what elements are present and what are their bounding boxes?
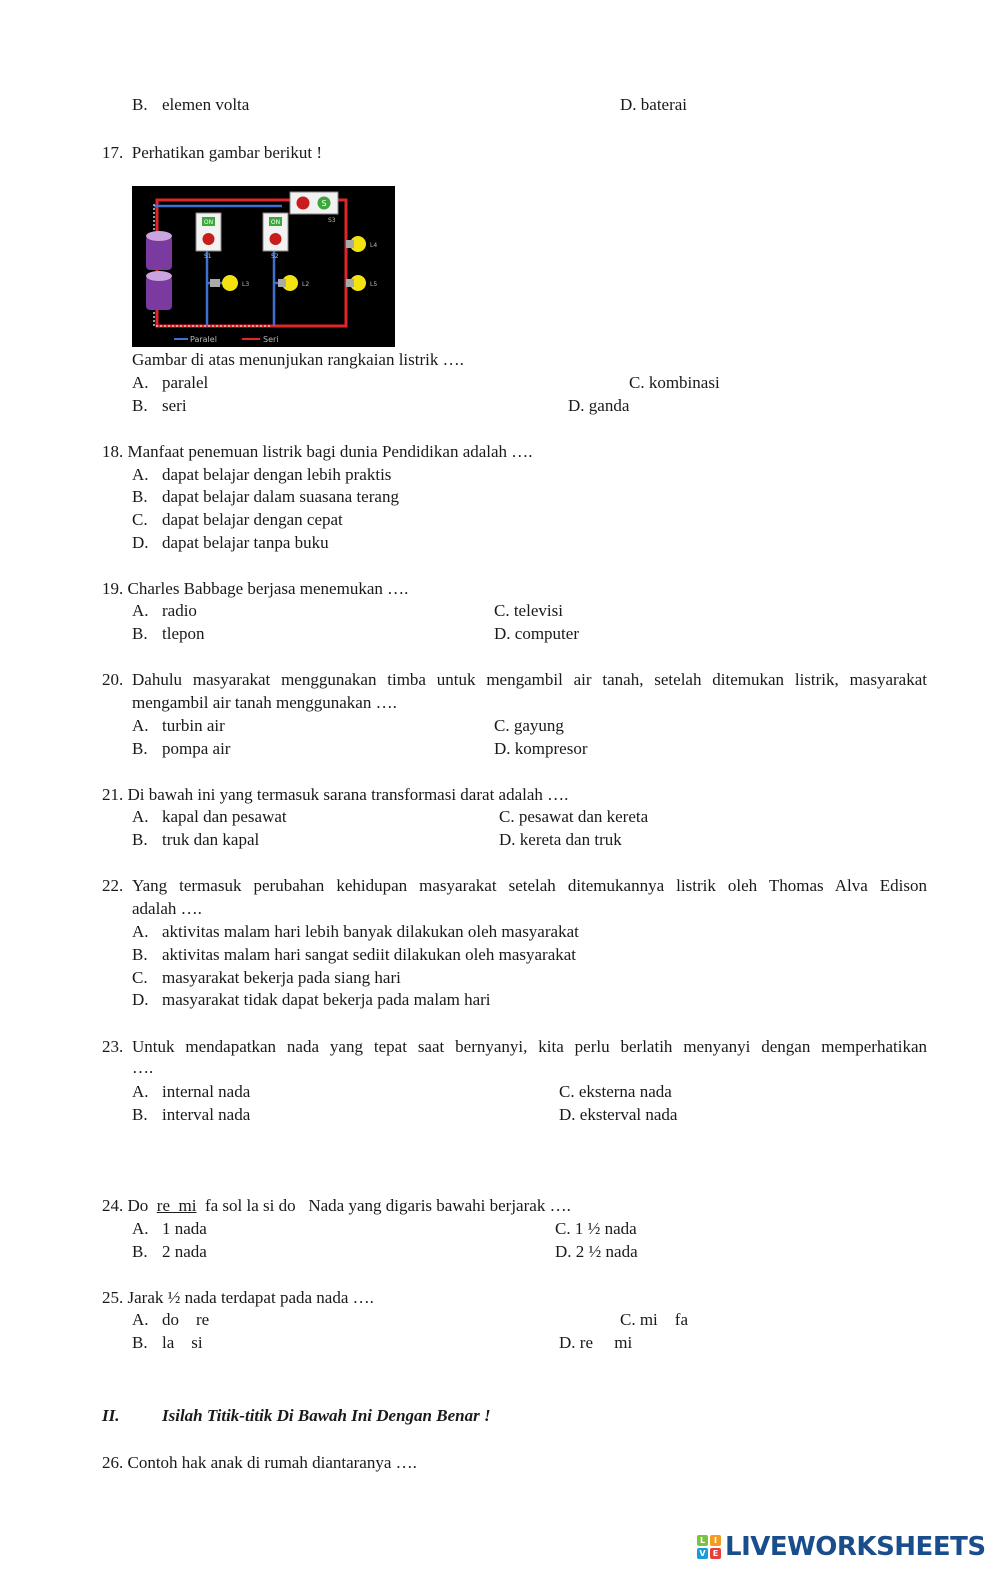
q19-option-b: B. tlepon: [132, 624, 205, 643]
q22-line2: adalah ….: [132, 899, 202, 918]
switch-s2-icon: [263, 213, 288, 260]
q24-option-c: C. 1 ½ nada: [555, 1219, 637, 1238]
q24-question: 24. Do re mi fa sol la si do Nada yang digaris bawahi berjarak ….: [102, 1196, 571, 1215]
legend-series: Seri: [263, 335, 279, 344]
liveworksheets-logo: [697, 1532, 986, 1562]
q20-number: 20.: [102, 670, 124, 689]
switch-s1-label: ON: [203, 219, 214, 226]
q18-option-d: D. dapat belajar tanpa buku: [132, 533, 329, 552]
battery-icon: [146, 231, 172, 310]
switch-s1-icon: [196, 213, 221, 260]
q22-line1: Yang termasuk perubahan kehidupan masyarakat setelah ditemukannya listrik oleh Thomas Alva Edison: [132, 876, 927, 895]
q19-option-d: D. computer: [494, 624, 579, 643]
q24-option-a: A. 1 nada: [132, 1219, 207, 1238]
q17-caption: Gambar di atas menunjukan rangkaian listrik ….: [132, 350, 464, 369]
q20-line2: mengambil air tanah menggunakan ….: [132, 693, 397, 712]
q19-option-a: A. radio: [132, 601, 197, 620]
q17-option-b: B. seri: [132, 396, 187, 415]
q21-option-a: A. kapal dan pesawat: [132, 807, 287, 826]
switch-s3-icon: [290, 192, 338, 224]
q24-option-b: B. 2 nada: [132, 1242, 207, 1261]
q17-option-c: C. kombinasi: [629, 373, 720, 392]
q22-option-c: C. masyarakat bekerja pada siang hari: [132, 968, 401, 987]
q16-option-b: B. elemen volta: [132, 95, 250, 114]
q24-underlined-mi: mi: [178, 1196, 197, 1215]
q23-option-d: D. eksterval nada: [559, 1105, 678, 1124]
q25-option-a: A. do re: [132, 1310, 210, 1329]
q21-option-d: D. kereta dan truk: [499, 830, 622, 849]
q20-option-c: C. gayung: [494, 716, 564, 735]
q21-option-c: C. pesawat dan kereta: [499, 807, 649, 826]
q17-number: 17. Perhatikan gambar berikut !: [102, 143, 322, 162]
q23-option-b: B. interval nada: [132, 1105, 251, 1124]
lamp-label: L2: [302, 281, 310, 288]
q25-question: 25. Jarak ½ nada terdapat pada nada ….: [102, 1288, 374, 1307]
q24-option-d: D. 2 ½ nada: [555, 1242, 638, 1261]
q17-text: Perhatikan gambar berikut !: [131, 143, 322, 162]
circuit-diagram-image: [132, 186, 395, 347]
liveworksheets-mark-icon: L I V E: [697, 1535, 721, 1559]
section-2-number: II.: [102, 1406, 120, 1425]
switch-s1-name: S1: [204, 253, 212, 260]
q23-line2: ….: [132, 1058, 154, 1077]
q25-option-d: D. re mi: [559, 1333, 633, 1352]
q18-option-b: B. dapat belajar dalam suasana terang: [132, 487, 399, 506]
q19-option-c: C. televisi: [494, 601, 563, 620]
q18-option-a: A. dapat belajar dengan lebih praktis: [132, 465, 392, 484]
q22-option-d: D. masyarakat tidak dapat bekerja pada malam hari: [132, 990, 491, 1009]
q18-option-c: C. dapat belajar dengan cepat: [132, 510, 343, 529]
q23-line1: Untuk mendapatkan nada yang tepat saat bernyanyi, kita perlu berlatih menyanyi dengan memperhatikan: [132, 1037, 927, 1056]
lamp-label: L5: [370, 281, 378, 288]
q17-option-a: A. paralel: [132, 373, 209, 392]
q22-option-a: A. aktivitas malam hari lebih banyak dilakukan oleh masyarakat: [132, 922, 579, 941]
lamp-label: L4: [370, 242, 378, 249]
circuit-diagram-svg: [132, 186, 395, 347]
q23-option-a: A. internal nada: [132, 1082, 251, 1101]
q21-question: 21. Di bawah ini yang termasuk sarana transformasi darat adalah ….: [102, 785, 569, 804]
liveworksheets-wordmark: LIVEWORKSHEETS: [725, 1532, 986, 1562]
q24-underlined-re: re: [156, 1196, 170, 1215]
series-wire: [157, 200, 346, 326]
q22-option-b: B. aktivitas malam hari sangat sediit dilakukan oleh masyarakat: [132, 945, 577, 964]
q25-option-c: C. mi fa: [620, 1310, 688, 1329]
lamp-label: L3: [242, 281, 250, 288]
q20-option-d: D. kompresor: [494, 739, 588, 758]
section-2-title: Isilah Titik-titik Di Bawah Ini Dengan Benar !: [162, 1406, 491, 1425]
q25-option-b: B. la si: [132, 1333, 203, 1352]
q17-option-d: D. ganda: [568, 396, 630, 415]
switch-s3-name: S3: [328, 217, 336, 224]
q20-option-b: B. pompa air: [132, 739, 231, 758]
q23-number: 23.: [102, 1037, 124, 1056]
q26-question: 26. Contoh hak anak di rumah diantaranya ….: [102, 1453, 417, 1472]
switch-s2-name: S2: [271, 253, 279, 260]
switch-s3-label: S: [321, 199, 327, 208]
q20-option-a: A. turbin air: [132, 716, 225, 735]
q22-number: 22.: [102, 876, 124, 895]
switch-s2-label: ON: [270, 219, 281, 226]
q21-option-b: B. truk dan kapal: [132, 830, 260, 849]
legend-parallel: Paralel: [190, 335, 217, 344]
q19-question: 19. Charles Babbage berjasa menemukan ….: [102, 579, 409, 598]
q20-line1: Dahulu masyarakat menggunakan timba untuk mengambil air tanah, setelah ditemukan listrik, masyarakat: [132, 670, 927, 689]
q16-option-d: D. baterai: [620, 95, 688, 114]
q18-question: 18. Manfaat penemuan listrik bagi dunia Pendidikan adalah ….: [102, 442, 533, 461]
q23-option-c: C. eksterna nada: [559, 1082, 672, 1101]
